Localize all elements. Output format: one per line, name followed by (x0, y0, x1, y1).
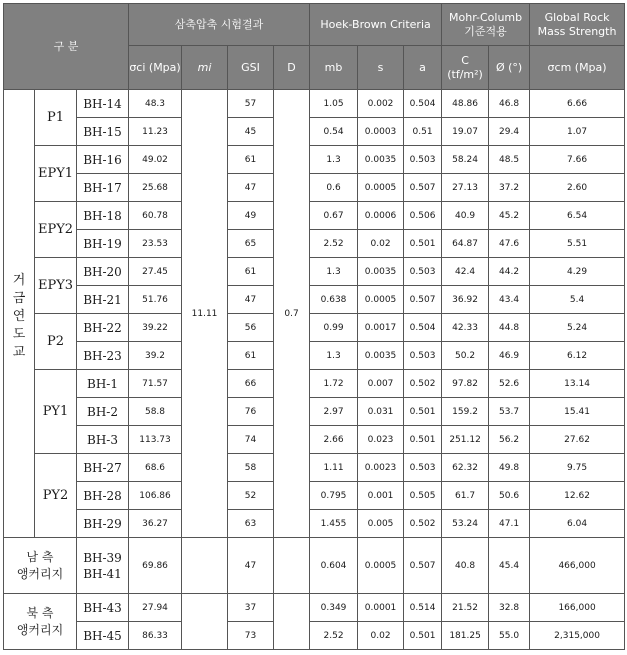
borehole: BH-16 (77, 146, 129, 174)
sigma-cm: 1.07 (530, 118, 625, 146)
table-header (4, 4, 625, 90)
sigma-ci: 69.86 (129, 538, 182, 594)
c: 40.8 (442, 538, 489, 594)
sigma-ci: 25.68 (129, 174, 182, 202)
a: 0.507 (404, 174, 442, 202)
mb: 0.99 (310, 314, 358, 342)
s: 0.02 (358, 622, 404, 650)
gsi: 47 (228, 538, 274, 594)
sigma-cm: 15.41 (530, 398, 625, 426)
gsi: 61 (228, 342, 274, 370)
gsi: 76 (228, 398, 274, 426)
table-row (4, 314, 625, 342)
mb: 1.3 (310, 342, 358, 370)
borehole: BH-14 (77, 90, 129, 118)
s: 0.007 (358, 370, 404, 398)
a: 0.504 (404, 90, 442, 118)
mb: 1.3 (310, 146, 358, 174)
site-label-char: 교 (12, 344, 26, 360)
table-row (4, 230, 625, 258)
s: 0.0005 (358, 286, 404, 314)
a: 0.507 (404, 286, 442, 314)
phi: 47.1 (489, 510, 530, 538)
c: 251.12 (442, 426, 489, 454)
a: 0.51 (404, 118, 442, 146)
a: 0.507 (404, 538, 442, 594)
s: 0.031 (358, 398, 404, 426)
mb: 2.52 (310, 230, 358, 258)
table-row (4, 510, 625, 538)
phi: 44.8 (489, 314, 530, 342)
header-mb: mb (310, 46, 358, 90)
table-row (4, 146, 625, 174)
header-mohr: Mohr-Columb 기준적용 (442, 4, 530, 46)
header-phi: Ø (°) (489, 46, 530, 90)
sigma-cm: 27.62 (530, 426, 625, 454)
header-c: C (tf/m²) (442, 46, 489, 90)
borehole: BH-17 (77, 174, 129, 202)
gsi: 63 (228, 510, 274, 538)
phi: 37.2 (489, 174, 530, 202)
sigma-ci: 106.86 (129, 482, 182, 510)
header-s: s (358, 46, 404, 90)
table-body (4, 90, 625, 650)
borehole: BH-3 (77, 426, 129, 454)
borehole: BH-29 (77, 510, 129, 538)
sigma-cm: 5.4 (530, 286, 625, 314)
a: 0.503 (404, 342, 442, 370)
borehole: BH-22 (77, 314, 129, 342)
table-row (4, 342, 625, 370)
a: 0.502 (404, 510, 442, 538)
phi: 44.2 (489, 258, 530, 286)
header-global: Global Rock Mass Strength (530, 4, 625, 46)
sigma-ci: 39.2 (129, 342, 182, 370)
s: 0.001 (358, 482, 404, 510)
a: 0.501 (404, 622, 442, 650)
site-label-char: 도 (12, 326, 26, 342)
sigma-ci: 11.23 (129, 118, 182, 146)
table-row (4, 202, 625, 230)
phi: 48.5 (489, 146, 530, 174)
anchorage-label-south: 남 측 앵커리지 (4, 538, 77, 594)
a: 0.504 (404, 314, 442, 342)
c: 42.4 (442, 258, 489, 286)
a: 0.501 (404, 426, 442, 454)
mb: 1.05 (310, 90, 358, 118)
gsi: 61 (228, 258, 274, 286)
s: 0.0001 (358, 594, 404, 622)
s: 0.0023 (358, 454, 404, 482)
sigma-ci: 23.53 (129, 230, 182, 258)
table-row (4, 286, 625, 314)
phi: 46.9 (489, 342, 530, 370)
mi-empty (182, 594, 228, 650)
c: 42.33 (442, 314, 489, 342)
borehole: BH-45 (77, 622, 129, 650)
borehole: BH-18 (77, 202, 129, 230)
sigma-cm: 13.14 (530, 370, 625, 398)
sigma-ci: 60.78 (129, 202, 182, 230)
a: 0.506 (404, 202, 442, 230)
table-row (4, 482, 625, 510)
mb: 1.3 (310, 258, 358, 286)
phi: 50.6 (489, 482, 530, 510)
gsi: 47 (228, 286, 274, 314)
sigma-cm: 4.29 (530, 258, 625, 286)
phi: 45.2 (489, 202, 530, 230)
sigma-ci: 71.57 (129, 370, 182, 398)
group-label: EPY3 (35, 258, 77, 314)
sigma-ci: 39.22 (129, 314, 182, 342)
gsi: 73 (228, 622, 274, 650)
phi: 55.0 (489, 622, 530, 650)
mb: 0.795 (310, 482, 358, 510)
phi: 45.4 (489, 538, 530, 594)
d-value: 0.7 (274, 90, 310, 538)
c: 21.52 (442, 594, 489, 622)
table-row (4, 398, 625, 426)
mi-empty (182, 538, 228, 594)
sigma-cm: 166,000 (530, 594, 625, 622)
mb: 2.97 (310, 398, 358, 426)
mb: 0.638 (310, 286, 358, 314)
header-triaxial: 삼축압축 시험결과 (129, 4, 310, 46)
c: 181.25 (442, 622, 489, 650)
sigma-ci: 36.27 (129, 510, 182, 538)
c: 53.24 (442, 510, 489, 538)
sigma-ci: 68.6 (129, 454, 182, 482)
a: 0.514 (404, 594, 442, 622)
borehole: BH-28 (77, 482, 129, 510)
c: 62.32 (442, 454, 489, 482)
phi: 46.8 (489, 90, 530, 118)
borehole: BH-27 (77, 454, 129, 482)
mb: 0.349 (310, 594, 358, 622)
s: 0.0006 (358, 202, 404, 230)
phi: 47.6 (489, 230, 530, 258)
mb: 0.604 (310, 538, 358, 594)
header-sigma-cm: σcm (Mpa) (530, 46, 625, 90)
sigma-cm: 2,315,000 (530, 622, 625, 650)
c: 159.2 (442, 398, 489, 426)
borehole: BH-2 (77, 398, 129, 426)
c: 40.9 (442, 202, 489, 230)
phi: 32.8 (489, 594, 530, 622)
gsi: 47 (228, 174, 274, 202)
borehole: BH-15 (77, 118, 129, 146)
sigma-ci: 48.3 (129, 90, 182, 118)
sigma-ci: 49.02 (129, 146, 182, 174)
table-row (4, 622, 625, 650)
mb: 0.6 (310, 174, 358, 202)
sigma-ci: 58.8 (129, 398, 182, 426)
mi-value: 11.11 (182, 90, 228, 538)
sigma-ci: 51.76 (129, 286, 182, 314)
borehole: BH-1 (77, 370, 129, 398)
borehole: BH-20 (77, 258, 129, 286)
phi: 49.8 (489, 454, 530, 482)
header-hoek-brown: Hoek-Brown Criteria (310, 4, 442, 46)
sigma-ci: 27.94 (129, 594, 182, 622)
sigma-cm: 6.04 (530, 510, 625, 538)
mb: 2.66 (310, 426, 358, 454)
s: 0.02 (358, 230, 404, 258)
table-row (4, 538, 625, 594)
s: 0.005 (358, 510, 404, 538)
table-row (4, 426, 625, 454)
s: 0.023 (358, 426, 404, 454)
table-row (4, 174, 625, 202)
mb: 1.455 (310, 510, 358, 538)
c: 48.86 (442, 90, 489, 118)
gsi: 74 (228, 426, 274, 454)
phi: 29.4 (489, 118, 530, 146)
table-row (4, 258, 625, 286)
sigma-cm: 6.12 (530, 342, 625, 370)
c: 50.2 (442, 342, 489, 370)
gsi: 56 (228, 314, 274, 342)
c: 19.07 (442, 118, 489, 146)
mb: 0.54 (310, 118, 358, 146)
borehole: BH-21 (77, 286, 129, 314)
mb: 2.52 (310, 622, 358, 650)
table-row (4, 90, 625, 118)
header-d: D (274, 46, 310, 90)
header-mi: mi (182, 46, 228, 90)
sigma-cm: 5.24 (530, 314, 625, 342)
phi: 53.7 (489, 398, 530, 426)
gsi: 37 (228, 594, 274, 622)
sigma-cm: 6.66 (530, 90, 625, 118)
a: 0.501 (404, 398, 442, 426)
anchorage-label-north: 북 측 앵커리지 (4, 594, 77, 650)
s: 0.0017 (358, 314, 404, 342)
borehole: BH-39 BH-41 (77, 538, 129, 594)
a: 0.503 (404, 454, 442, 482)
table-row (4, 454, 625, 482)
d-empty (274, 594, 310, 650)
sigma-ci: 113.73 (129, 426, 182, 454)
rock-strength-table (3, 3, 625, 650)
mb: 0.67 (310, 202, 358, 230)
d-empty (274, 538, 310, 594)
s: 0.002 (358, 90, 404, 118)
header-category: 구 분 (4, 4, 129, 90)
sigma-cm: 9.75 (530, 454, 625, 482)
group-label: PY1 (35, 370, 77, 454)
gsi: 61 (228, 146, 274, 174)
s: 0.0005 (358, 538, 404, 594)
borehole: BH-19 (77, 230, 129, 258)
group-label: P1 (35, 90, 77, 146)
s: 0.0003 (358, 118, 404, 146)
phi: 52.6 (489, 370, 530, 398)
c: 27.13 (442, 174, 489, 202)
s: 0.0005 (358, 174, 404, 202)
c: 58.24 (442, 146, 489, 174)
sigma-cm: 5.51 (530, 230, 625, 258)
header-gsi: GSI (228, 46, 274, 90)
sigma-cm: 12.62 (530, 482, 625, 510)
group-label: P2 (35, 314, 77, 370)
table-row (4, 594, 625, 622)
gsi: 52 (228, 482, 274, 510)
table-row (4, 118, 625, 146)
header-a: a (404, 46, 442, 90)
gsi: 58 (228, 454, 274, 482)
site-label-char: 연 (12, 308, 26, 324)
a: 0.501 (404, 230, 442, 258)
a: 0.503 (404, 146, 442, 174)
header-sigma-ci: σci (Mpa) (129, 46, 182, 90)
mb: 1.11 (310, 454, 358, 482)
sigma-ci: 27.45 (129, 258, 182, 286)
c: 61.7 (442, 482, 489, 510)
group-label: EPY1 (35, 146, 77, 202)
gsi: 57 (228, 90, 274, 118)
sigma-cm: 466,000 (530, 538, 625, 594)
site-label-char: 거 (12, 272, 26, 288)
gsi: 65 (228, 230, 274, 258)
phi: 56.2 (489, 426, 530, 454)
mb: 1.72 (310, 370, 358, 398)
table-row (4, 370, 625, 398)
c: 97.82 (442, 370, 489, 398)
s: 0.0035 (358, 258, 404, 286)
borehole: BH-43 (77, 594, 129, 622)
site-label-char: 금 (12, 290, 26, 306)
gsi: 66 (228, 370, 274, 398)
a: 0.505 (404, 482, 442, 510)
site-label (4, 90, 35, 538)
phi: 43.4 (489, 286, 530, 314)
gsi: 49 (228, 202, 274, 230)
a: 0.502 (404, 370, 442, 398)
c: 36.92 (442, 286, 489, 314)
s: 0.0035 (358, 342, 404, 370)
s: 0.0035 (358, 146, 404, 174)
gsi: 45 (228, 118, 274, 146)
group-label: EPY2 (35, 202, 77, 258)
sigma-ci: 86.33 (129, 622, 182, 650)
borehole: BH-23 (77, 342, 129, 370)
sigma-cm: 6.54 (530, 202, 625, 230)
group-label: PY2 (35, 454, 77, 538)
sigma-cm: 2.60 (530, 174, 625, 202)
sigma-cm: 7.66 (530, 146, 625, 174)
c: 64.87 (442, 230, 489, 258)
a: 0.503 (404, 258, 442, 286)
